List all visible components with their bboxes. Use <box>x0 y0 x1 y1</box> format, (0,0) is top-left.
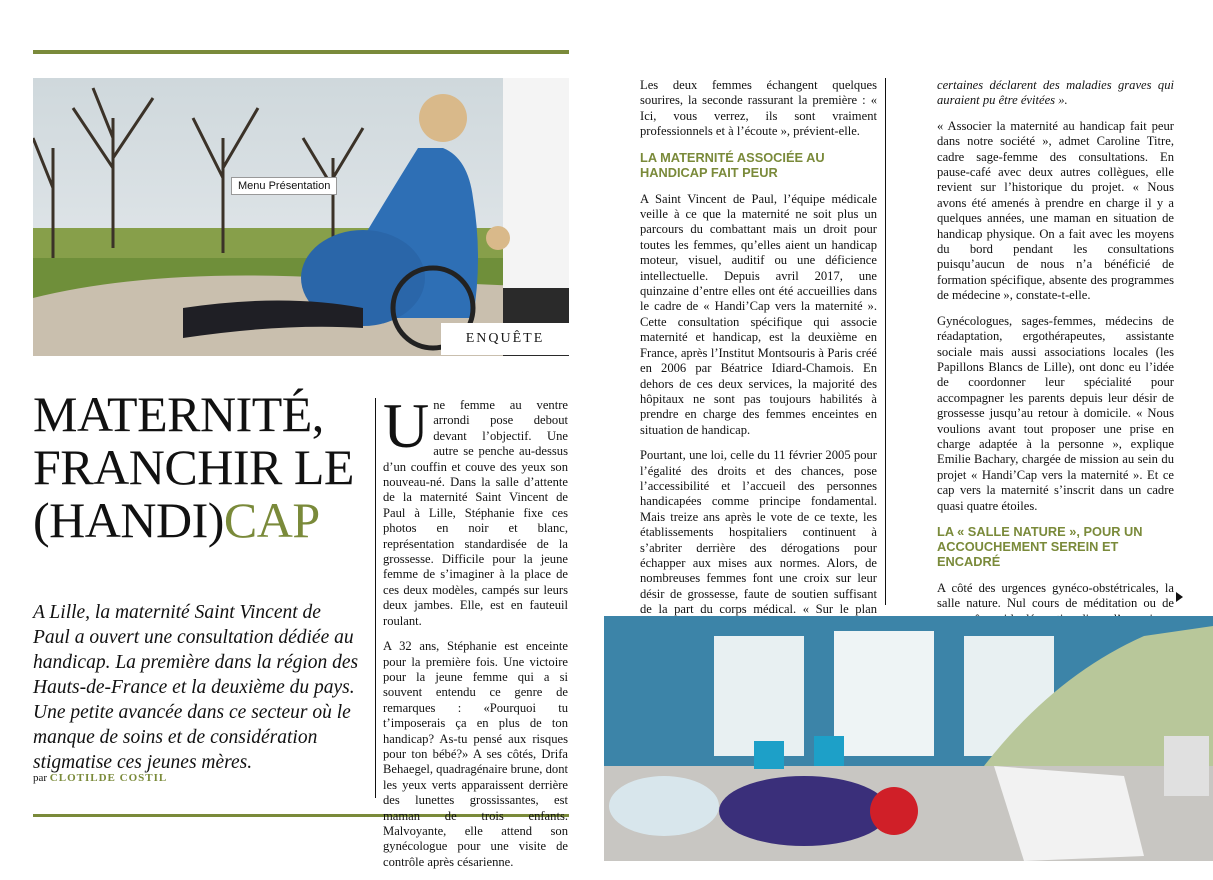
continue-arrow-icon[interactable] <box>1176 592 1183 602</box>
section-tag: ENQUÊTE <box>441 323 569 355</box>
column-2-paragraph-2: A Saint Vincent de Paul, l’équipe médicale veille à ce que la maternité ne soit plus un parcours du combattant mais un droit pour toutes les femmes, qu’elles aient un handicap moteur, visuel, auditif ou une déficience intellectuelle. Depuis avril 2017, une quinzaine d’entre elles ont été accueillies dans le cadre de « Handi’Cap vers la maternité ». Cette consultation spécifique qui associe maternité et handicap, est la deuxième en France, après l’Institut Montsouris à Paris créé en 2006 par Béatrice Idiard-Chamois. En dehors de ces deux services, la majorité des hôpitaux ne sont pas toujours habilités à prendre en charge des femmes enceintes en situation de handicap. <box>640 191 877 437</box>
hero-photo <box>33 78 569 356</box>
column-3-paragraph-3: Gynécologues, sages-femmes, médecins de réadaptation, ergothérapeutes, assistante sociale mais aussi associations locales (les Papillons Blancs de Lille), ont donc eu l’idée de coordonner leur spécialité pour accompagner les parents depuis leur désir de grossesse jusqu’au retour à domicile. « Nous voulions avant tout proposer une prise en charge adaptée à la personne », explique Emilie Bachary, chargée de mission au sein du projet « Handi’Cap vers la maternité ». Et ce cap vers la maternité s’inscrit dans un cadre quasi quatre étoiles. <box>937 313 1174 513</box>
title-line-2: FRANCHIR LE <box>33 439 354 495</box>
drop-cap: U <box>383 390 430 461</box>
subheading-salle-nature: LA « SALLE NATURE », POUR UN ACCOUCHEMENT SEREIN ET ENCADRÉ <box>937 523 1143 569</box>
article-title <box>33 388 373 547</box>
title-line-3 <box>33 494 373 547</box>
title-line-1: MATERNITÉ, <box>33 386 324 442</box>
column-divider-1 <box>375 398 376 798</box>
byline-author[interactable]: CLOTILDE COSTIL <box>49 772 168 784</box>
column-3-paragraph-4: A côté des urgences gynéco-obstétricales, la salle nature. Nul cours de méditation ou de <box>937 580 1174 611</box>
column-1-paragraph-1: Une femme au ventre arrondi pose debout devant l’objectif. Une autre se penche au-dessus d’un couffin et couve des yeux son nouveau-né. Dans la salle d’attente de la maternité Saint Vincent de Paul à Lille, Stéphanie fixe ces photos en noir et blanc, représentation standardisée de la grossesse. Difficile pour la jeune femme de s’imaginer à la place de ces deux modèles, campés sur leurs deux jambes. Elle, est en fauteuil roulant. <box>383 390 568 628</box>
column-3-paragraph-2: « Associer la maternité au handicap fait peur dans notre société », admet Caroline Titre, cadre sage-femme des consultations. En pause-café avec deux autres collègues, elle revient sur l’historique du projet. « Nous avons été amenés à prendre en charge il y a quelques années, une maman en situation de handicap physique. On a fait avec les moyens du bord pendant les consultations puisqu’aucun de nous n’a bénéficié de formation spécifique, absente des programmes de médecine », constate-t-elle. <box>937 118 1174 303</box>
subheading-maternite-peur: LA MATERNITÉ ASSOCIÉE AU HANDICAP FAIT PEUR <box>640 149 825 180</box>
birthing-room-illustration <box>604 616 1213 861</box>
top-rule <box>33 50 569 54</box>
column-1-paragraph-2: A 32 ans, Stéphanie est enceinte pour la première fois. Une victoire pour la jeune femme qui a si souvent entendu ce genre de remarques : «Pourquoi tu t’imposerais ça en plus de ton handicap? As-tu pensé aux risques pour ton bébé?» A ses côtés, Drifa Behaegel, quadragénaire brune, dont les yeux verts apparaissent derrière des lunettes grossissantes, est maman de trois enfants. Malvoyante, elle attend son gynécologue pour une visite de contrôle après césarienne. <box>383 639 568 869</box>
column-2-paragraph-3: Pourtant, une loi, celle du 11 février 2005 pour l’égalité des droits et des chances, pose l’accessibilité et l’accueil des personnes handicapées comme principe fondamental. Mais treize ans après le vote de ce texte, les établissements hospitaliers continuent à s’abriter derrière des dérogations pour échapper aux mises aux normes. Alors, de nombreuses femmes font une croix sur leur désir de grossesse, faute de soutien suffisant de la part du corps médical. « Sur le plan <box>640 448 877 617</box>
article-column-3 <box>937 78 1174 668</box>
article-column-2 <box>640 78 877 689</box>
byline-prefix: par <box>33 772 48 784</box>
column-2-paragraph-1: Les deux femmes échangent quelques sourires, la seconde rassurant la première : « Ici, vous verrez, ils sont vraiment professionnels et à l’écoute », prévient-elle. <box>640 78 877 139</box>
column-divider-2 <box>885 78 886 605</box>
hero-photo-illustration <box>33 78 569 356</box>
title-handi: (HANDI) <box>33 492 224 548</box>
column-3-paragraph-1: certaines déclarent des maladies graves qui auraient pu être évitées ». <box>937 78 1174 108</box>
title-cap: CAP <box>223 492 320 548</box>
menu-presentation-tooltip[interactable]: Menu Présentation <box>231 177 337 195</box>
article-column-1 <box>383 390 568 880</box>
byline <box>33 772 167 784</box>
birthing-room-photo <box>604 616 1213 861</box>
article-lede: A Lille, la maternité Saint Vincent de Paul a ouvert une consultation dédiée au handicap. La première dans la région des Hauts-de-France et la deuxième du pays. Une petite avancée dans ce secteur où le manque de soins et de considération stigmatise ces jeunes mères. <box>33 602 359 773</box>
